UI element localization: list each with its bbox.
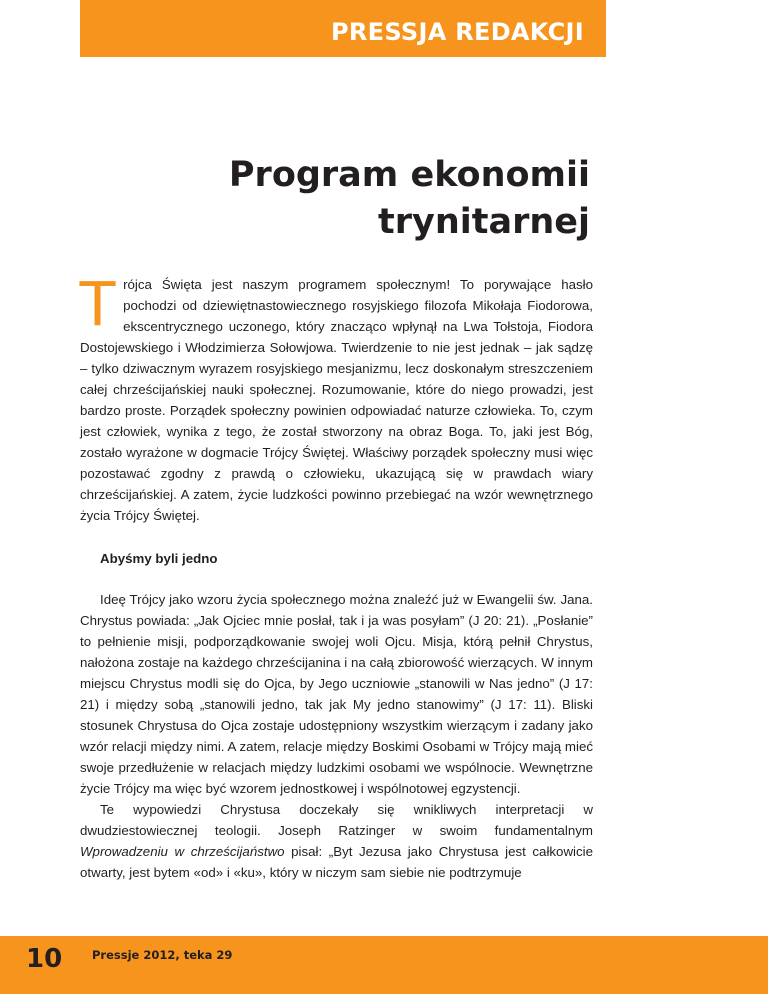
drop-cap: T: [78, 267, 118, 339]
article-body: [78, 267, 593, 883]
section-title: PRESSJA REDAKCJI: [331, 18, 584, 46]
lead-paragraph: [78, 267, 593, 526]
footer-credit: Pressje 2012, teka 29: [92, 948, 233, 962]
section-subheading: Abyśmy byli jedno: [100, 551, 218, 566]
page-number: 10: [26, 944, 63, 974]
body-paragraph-1: Ideę Trójcy jako wzoru życia społecznego można znaleźć już w Ewangelii św. Jana. Chrystus powiada: „Jak Ojciec mnie posłał, tak i ja was posyłam” (J 20: 21). „Posłanie” to pełnienie misji, podporządkowanie swojej woli Ojcu. Misja, którą pełnił Chrystus, nałożona zostaje na każdego chrześcijanina i na całą zbiorowość wierzących. W innym miejscu Chrystus modli się do Ojca, by Jego uczniowie „stanowili w Nas jedno” (J 17: 21) i między sobą „stanowili jedno, tak jak My jedno stanowimy” (J 17: 11). Bliski stosunek Chrystusa do Ojca zostaje udostępniony wszystkim wierzącym i zadany jako wzór relacji między nimi. A zatem, relacje między Boskimi Osobami w Trójcy mają mieć swoje przedłużenie w relacjach między ludzkimi osobami we wspólnocie. Wewnętrzne życie Trójcy ma więc być wzorem jednostkowej i wspólnotowej egzystencji.: [80, 592, 593, 796]
book-title-italic: Wprowadzeniu w chrześcijaństwo: [80, 844, 285, 859]
lead-text: rójca Święta jest naszym programem społecznym! To porywające hasło pochodzi od dziewiętnastowiecznego rosyjskiego filozofa Mikołaja Fiodorowa, ekscentrycznego uczonego, który znacząco wpłynął na Lwa Tołstoja, Fiodora Dostojewskiego i Włodzimierza Sołowjowa. Twierdzenie to nie jest jednak – jak sądzę – tylko dziwacznym wyrazem rosyjskiego mesjanizmu, lecz doskonałym streszczeniem całej chrześcijańskiej nauki społecznej. Rozumowanie, które do niego prowadzi, jest bardzo proste. Porządek społeczny powinien odpowiadać naturze człowieka. To, czym jest człowiek, wynika z tego, że został stworzony na obraz Boga. To, jaki jest Bóg, zostało wyrażone w dogmacie Trójcy Świętej. Właściwy porządek społeczny musi więc pozostawać zgodny z prawdą o człowieku, ukazującą się w prawdach wiary chrześcijańskiej. A zatem, życie ludzkości powinno przebiegać na wzór wewnętrznego życia Trójcy Świętej.: [80, 277, 593, 523]
body-paragraph-2: [80, 799, 593, 883]
paragraph-2-text-end: pisał: „Byt Jezusa jako Chrystusa jest całkowicie otwarty, jest bytem «od» i «ku», który w niczym sam siebie nie podtrzymuje: [80, 844, 593, 880]
article-title-line-2: trynitarnej: [378, 202, 590, 242]
article-title-line-1: Program ekonomii: [228, 155, 590, 195]
paragraph-2-text-start: Te wypowiedzi Chrystusa doczekały się wnikliwych interpretacji w dwudziestowiecznej teologii. Joseph Ratzinger w swoim fundamentalnym: [80, 802, 593, 838]
article-title: [170, 152, 590, 246]
footer-bar: [0, 936, 768, 994]
section-banner: [80, 0, 606, 57]
